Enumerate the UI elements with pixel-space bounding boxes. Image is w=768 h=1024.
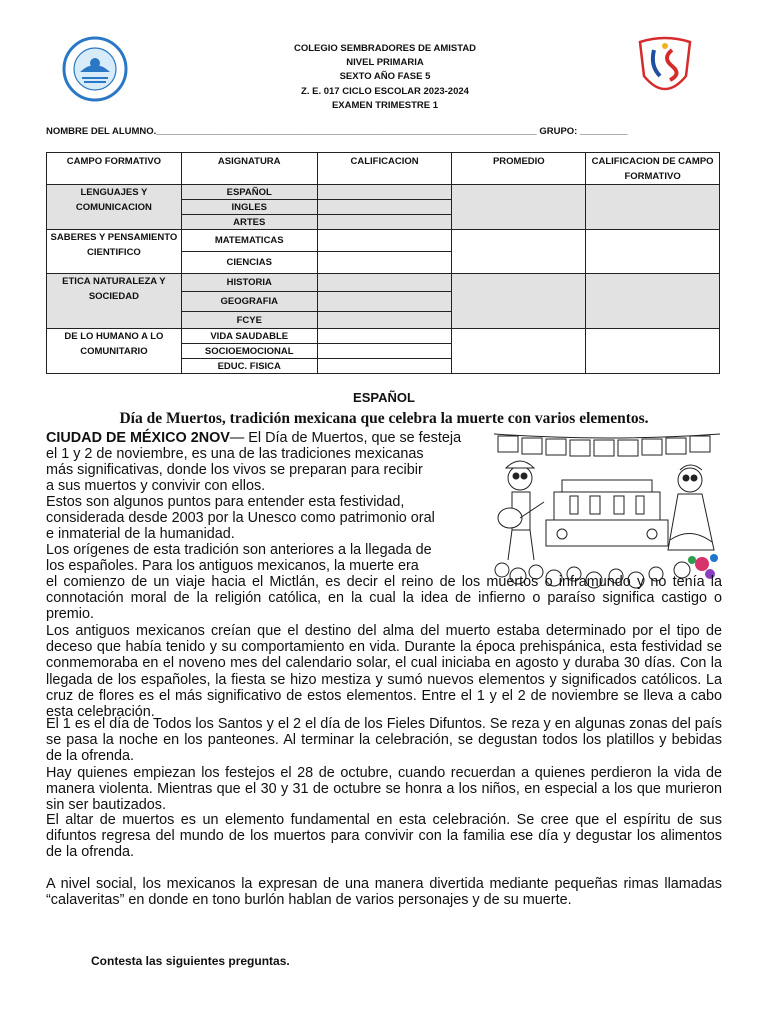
subject-matematicas: MATEMATICAS bbox=[181, 230, 317, 252]
article-line: e inmaterial de la humanidad. bbox=[46, 526, 235, 542]
subject-ciencias: CIENCIAS bbox=[181, 252, 317, 274]
area-grade-cell[interactable] bbox=[586, 230, 720, 274]
article-line: considerada desde 2003 por la Unesco como patrimonio oral bbox=[46, 510, 435, 526]
subject-espanol: ESPAÑOL bbox=[181, 185, 317, 200]
school-zone: Z. E. 017 CICLO ESCOLAR 2023-2024 bbox=[301, 85, 469, 97]
subject-socioemocional: SOCIOEMOCIONAL bbox=[181, 344, 317, 359]
grade-cell[interactable] bbox=[317, 230, 452, 252]
article-headline: Día de Muertos, tradición mexicana que celebra la muerte con varios elementos. bbox=[119, 410, 649, 427]
school-crest-logo bbox=[632, 36, 698, 98]
grade-cell[interactable] bbox=[317, 312, 452, 329]
subject-artes: ARTES bbox=[181, 215, 317, 230]
header-campo-formativo: CAMPO FORMATIVO bbox=[47, 153, 182, 185]
area-grade-cell[interactable] bbox=[586, 185, 720, 230]
first-line: El Día de Muertos, que se festeja bbox=[248, 430, 462, 446]
header-promedio: PROMEDIO bbox=[452, 153, 586, 185]
subject-historia: HISTORIA bbox=[181, 274, 317, 292]
paragraph-3: El 1 es el día de Todos los Santos y el 2 el día de los Fieles Difuntos. Se reza y en algunas zonas del país se pasa la noche en los panteones. Al terminar la celebración, se degustan todos los platillos y bebidas de la ofrenda. bbox=[46, 716, 722, 765]
grade-cell[interactable] bbox=[317, 200, 452, 215]
grade-cell[interactable] bbox=[317, 252, 452, 274]
school-grade: SEXTO AÑO FASE 5 bbox=[339, 71, 431, 83]
article-line: Los orígenes de esta tradición son anteriores a la llegada de bbox=[46, 542, 432, 558]
area-saberes: SABERES Y PENSAMIENTO CIENTIFICO bbox=[47, 230, 182, 274]
area-etica: ETICA NATURALEZA Y SOCIEDAD bbox=[47, 274, 182, 329]
grade-cell[interactable] bbox=[317, 329, 452, 344]
school-header bbox=[200, 42, 570, 113]
header-asignatura: ASIGNATURA bbox=[181, 153, 317, 185]
grade-cell[interactable] bbox=[317, 292, 452, 312]
grade-cell[interactable] bbox=[317, 185, 452, 200]
area-grade-cell[interactable] bbox=[586, 329, 720, 374]
subject-geografia: GEOGRAFIA bbox=[181, 292, 317, 312]
area-humano: DE LO HUMANO A LO COMUNITARIO bbox=[47, 329, 182, 374]
exam-title: EXAMEN TRIMESTRE 1 bbox=[331, 99, 439, 111]
student-name-field[interactable]: NOMBRE DEL ALUMNO.________________________________________________________________________ GRUPO: _________ bbox=[46, 126, 628, 137]
average-cell[interactable] bbox=[452, 185, 586, 230]
article-line: más significativas, donde los vivos se preparan para recibir bbox=[46, 462, 423, 478]
subject-ingles: INGLES bbox=[181, 200, 317, 215]
article-line: a sus muertos y convivir con ellos. bbox=[46, 478, 266, 494]
article-line: Estos son algunos puntos para entender esta festividad, bbox=[46, 494, 405, 510]
header-calificacion: CALIFICACION bbox=[317, 153, 452, 185]
area-grade-cell[interactable] bbox=[586, 274, 720, 329]
subject-vida-saudable: VIDA SAUDABLE bbox=[181, 329, 317, 344]
average-cell[interactable] bbox=[452, 329, 586, 374]
dateline: CIUDAD DE MÉXICO 2NOV bbox=[46, 430, 230, 446]
article-line: el 1 y 2 de noviembre, es una de las tradiciones mexicanas bbox=[46, 446, 424, 462]
article-line: los españoles. Para los antiguos mexicanos, la muerte era bbox=[46, 558, 419, 574]
grade-cell[interactable] bbox=[317, 359, 452, 374]
dateline-separator: — bbox=[229, 430, 249, 446]
area-lenguajes: LENGUAJES Y COMUNICACION bbox=[47, 185, 182, 230]
school-name: COLEGIO SEMBRADORES DE AMISTAD bbox=[293, 43, 477, 54]
section-title: ESPAÑOL bbox=[353, 390, 415, 405]
paragraph-2: Los antiguos mexicanos creían que el destino del alma del muerto estaba determinado por el tipo de deceso que había tenido y su comportamiento en vida. Durante la época prehispánica, esta festividad se conmemoraba en el noveno mes del calendario solar, el cual iniciaba en agosto y duraba 30 días. Con la llegada de los españoles, la fiesta se hizo mestiza y sumó nuevos elementos y significados católicos. La cruz de flores es el más significativo de estos elementos. Entre el 1 y el 2 de noviembre se lleva a cabo esta celebración. bbox=[46, 623, 722, 721]
article-line bbox=[46, 430, 461, 446]
subject-fcye: FCYE bbox=[181, 312, 317, 329]
school-level: NIVEL PRIMARIA bbox=[346, 57, 424, 69]
header-calificacion-campo: CALIFICACION DE CAMPO FORMATIVO bbox=[586, 153, 720, 185]
average-cell[interactable] bbox=[452, 274, 586, 329]
questions-prompt: Contesta las siguientes preguntas. bbox=[91, 954, 290, 968]
paragraph-6: A nivel social, los mexicanos la expresan de una manera divertida mediante pequeñas rimas llamadas “calaveritas” en donde en tono burlón hablan de varios personajes y de su muerte. bbox=[46, 876, 722, 909]
paragraph-4: Hay quienes empiezan los festejos el 28 de octubre, cuando recuerdan a quienes perdieron la vida de manera violenta. Mientras que el 30 y 31 de octubre se honra a los niños, en especial a los que murieron sin ser bautizados. bbox=[46, 765, 722, 814]
subject-educ-fisica: EDUC. FISICA bbox=[181, 359, 317, 374]
average-cell[interactable] bbox=[452, 230, 586, 274]
grade-cell[interactable] bbox=[317, 215, 452, 230]
paragraph-5: El altar de muertos es un elemento fundamental en esta celebración. Se cree que el espíritu de sus difuntos regresa del mundo de los muertos para convivir con la familia ese día y degustar los alimentos de la ofrenda. bbox=[46, 812, 722, 861]
school-seal-logo bbox=[60, 36, 130, 102]
grades-table bbox=[46, 152, 720, 374]
paragraph-1-continued: el comienzo de un viaje hacia el Mictlán, es decir el reino de los muertos o inframundo y no tenía la connotación moral de la religión católica, en la cual la idea de infierno o paraíso significa castigo o premio. bbox=[46, 574, 722, 623]
grade-cell[interactable] bbox=[317, 344, 452, 359]
grade-cell[interactable] bbox=[317, 274, 452, 292]
